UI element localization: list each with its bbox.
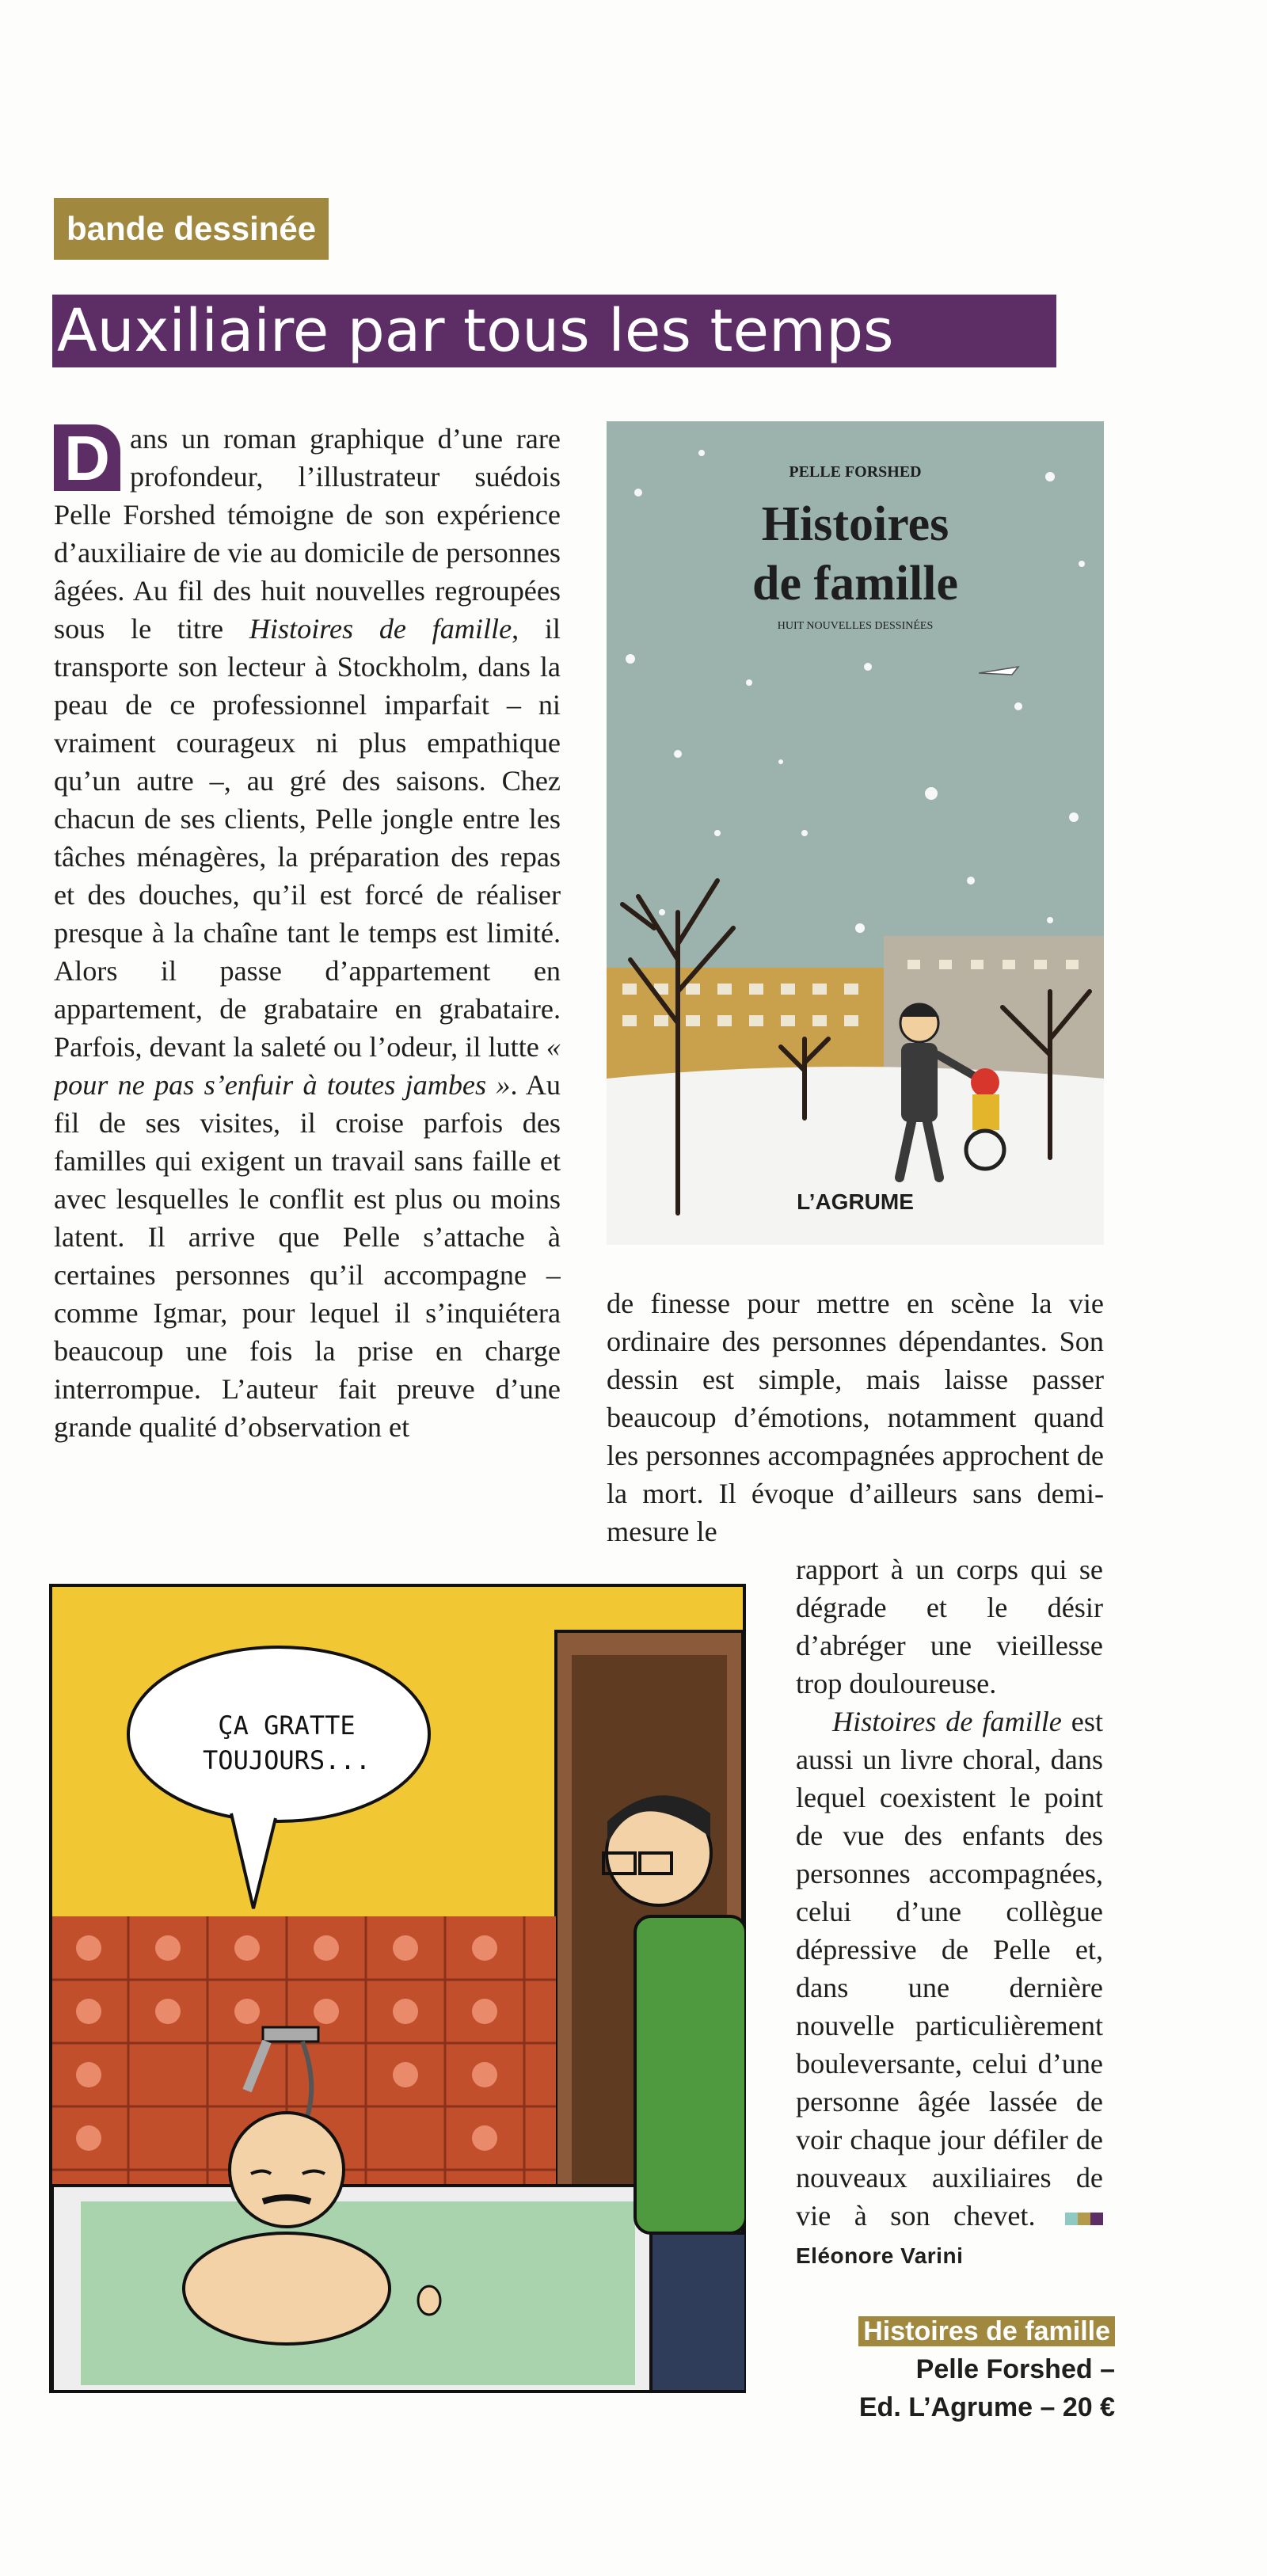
paragraph-1-right: de finesse pour mettre en scène la vie ordinaire des personnes dépendantes. Son dessin est simple, mais laisse passer beaucoup d’émotions, notamment quand les personnes accompagnées approchent de la mort. Il évoque d’ailleurs sans demi-mesure le: [607, 1288, 1104, 1547]
book-info-publisher-price: Ed. L’Agrume – 20 €: [858, 2392, 1115, 2422]
article-column-right: [607, 1284, 1104, 1551]
paragraph-1-middle: , il transporte son lecteur à Stockholm, dans la peau de ce professionnel imparfait – ni vraiment courageux ni plus empathique qu’un autre –, au gré des saisons. Chez chacun de ses clients, Pelle jongle entre les tâches ménagères, la préparation des repas et des douches, qu’il est forcé de réaliser presque à la chaîne tant le temps est limité. Alors il passe d’appartement en appartement, de grabataire en grabataire. Parfois, devant la saleté ou l’odeur, il lutte: [54, 613, 561, 1063]
signature-square-2: [1078, 2213, 1090, 2225]
speech-line-1: ÇA GRATTE: [218, 1710, 356, 1741]
speech-line-2: TOUJOURS...: [203, 1745, 371, 1775]
signature-square-1: [1065, 2213, 1078, 2225]
book-title-italic-2: Histoires de famille: [832, 1706, 1062, 1737]
cover-publisher: L’AGRUME: [797, 1189, 914, 1214]
cover-author: PELLE FORSHED: [789, 463, 922, 481]
comic-panel: [49, 1584, 746, 2393]
cover-title-line1: Histoires: [761, 497, 949, 551]
comic-illustration: [49, 1584, 746, 2393]
paragraph-1-start: ans un roman graphique d’une rare profondeur, l’illustrateur suédois Pelle Forshed témoigne de son expérience d’auxiliaire de vie au domicile de personnes âgées. Au fil des huit nouvelles regroupées sous le titre: [54, 423, 561, 645]
book-title-italic: Histoires de famille: [249, 613, 512, 645]
cover-subtitle: HUIT NOUVELLES DESSINÉES: [777, 620, 934, 632]
cover-title-line2: de famille: [752, 557, 958, 611]
book-info-author: Pelle Forshed –: [915, 2354, 1115, 2384]
paragraph-1-end: . Au fil de ses visites, il croise parfois des familles qui exigent un travail sans faille et avec lesquelles le conflit est plus ou moins latent. Il arrive que Pelle s’attache à certaines personnes qu’il accompagne – comme Igmar, pour lequel il s’inquiétera beaucoup une fois la prise en charge interrompue. L’auteur fait preuve d’une grande qualité d’observation et: [54, 1069, 561, 1443]
paragraph-2-text: est aussi un livre choral, dans lequel coexistent le point de vue des enfants des personnes accompagnées, celui d’une collègue dépressive de Pelle et, dans une dernière nouvelle particulièrement bouleversante, celui d’une personne âgée lassée de voir chaque jour défiler de nouveaux auxiliaires de vie à son chevet.: [796, 1706, 1103, 2232]
author-signature: Eléonore Varini: [796, 2243, 964, 2268]
paragraph-1-narrow: rapport à un corps qui se dégrade et le désir d’abréger une vieillesse trop douloureuse.: [796, 1554, 1103, 1699]
drop-cap: D: [54, 424, 120, 491]
book-info-title: Histoires de famille: [858, 2316, 1115, 2346]
book-cover-illustration: [607, 421, 1104, 1245]
quote-italic: « pour ne pas s’enfuir à toutes jambes »: [54, 1031, 561, 1101]
book-info-box: [858, 2312, 1115, 2426]
signature-square-3: [1090, 2213, 1103, 2225]
article-column-left: [54, 420, 561, 1552]
section-tag: bande dessinée: [54, 198, 329, 260]
article-title: Auxiliaire par tous les temps: [52, 295, 1056, 367]
article-column-narrow: [796, 1551, 1103, 2275]
book-cover: [607, 421, 1104, 1245]
